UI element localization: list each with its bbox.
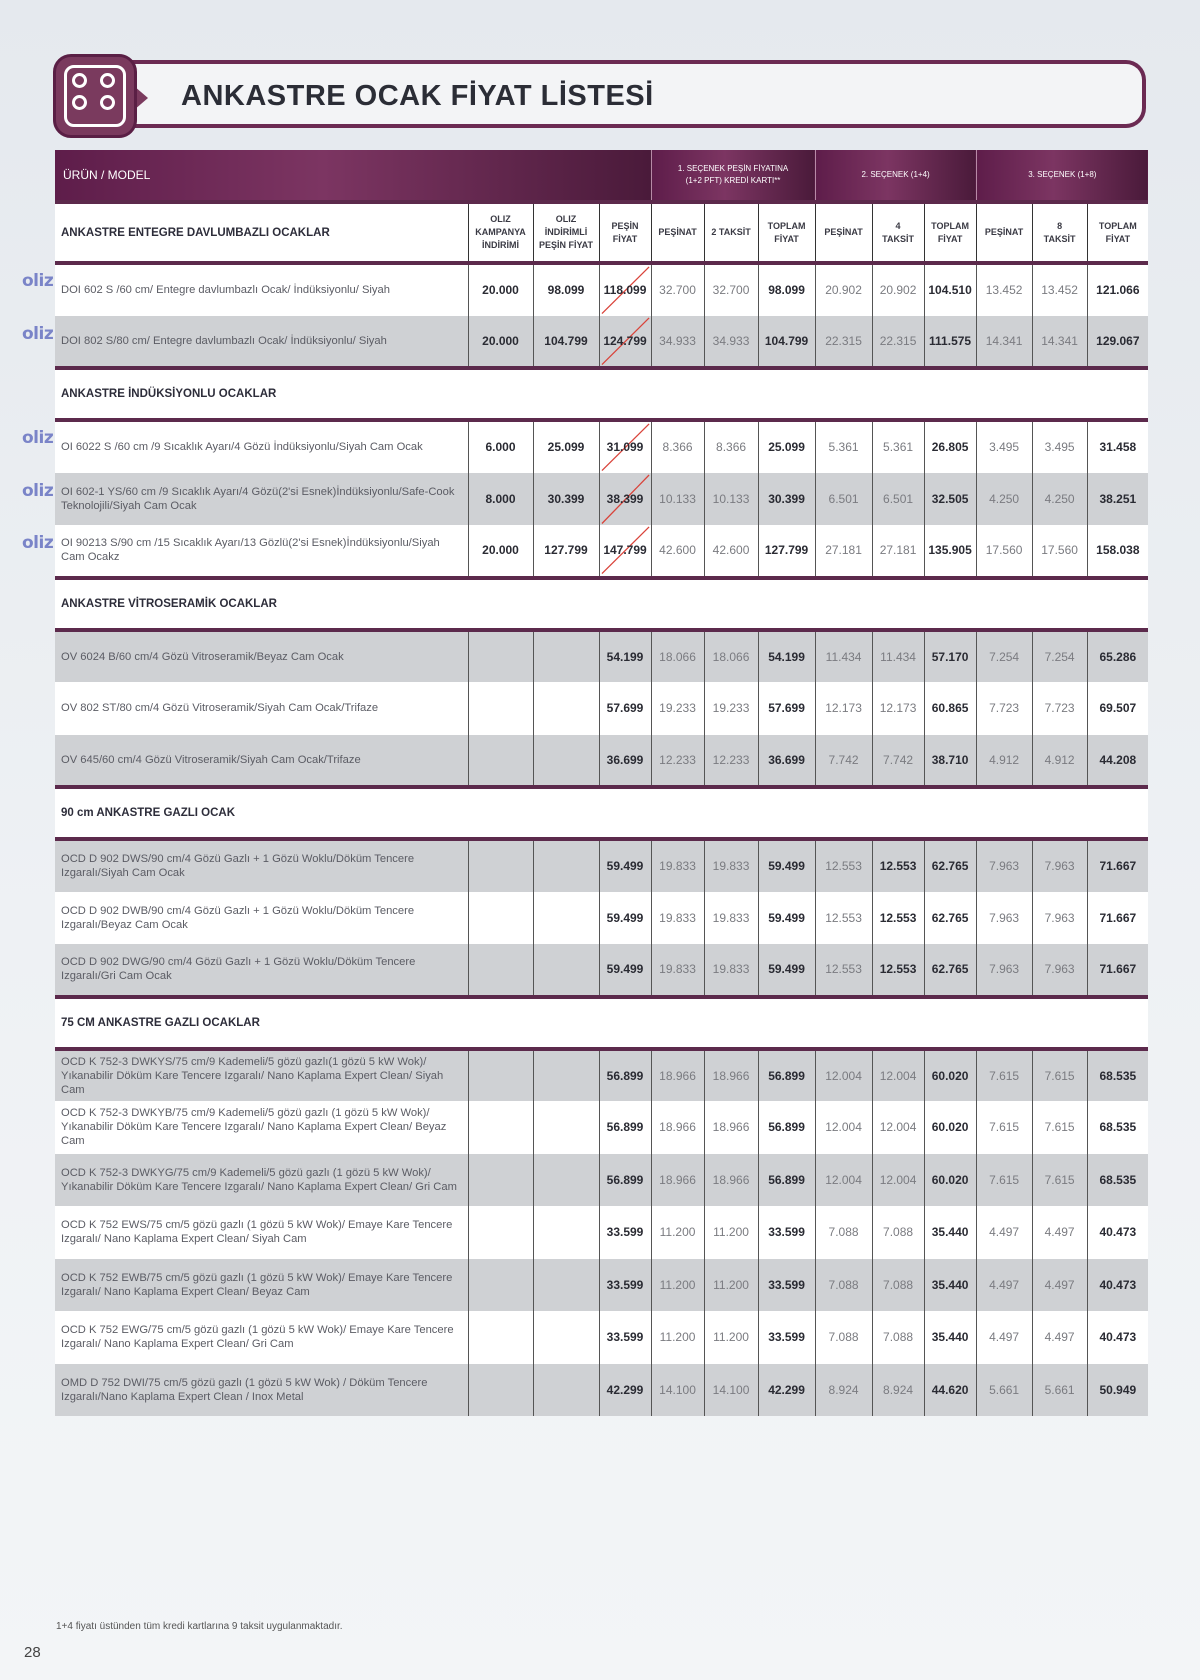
product-model: OV 6024 B/60 cm/4 Gözü Vitroseramik/Beyaz Cam Ocak bbox=[55, 630, 468, 683]
column-header-iki_taksit: 2 TAKSİT bbox=[704, 202, 758, 263]
price-cell-indirimli bbox=[533, 892, 599, 945]
price-cell-t3: 4.250 bbox=[1032, 473, 1087, 526]
price-cell-pesin: 56.899 bbox=[599, 1154, 651, 1207]
table-row bbox=[55, 1049, 1148, 1102]
price-cell-p2: 20.902 bbox=[815, 263, 872, 316]
price-cell-tot2: 111.575 bbox=[924, 316, 976, 369]
price-cell-p3: 5.661 bbox=[976, 1364, 1032, 1417]
price-cell-p1: 32.700 bbox=[651, 263, 704, 316]
column-header-sekiz_taksit: 8 TAKSİT bbox=[1032, 202, 1087, 263]
price-cell-tot2: 62.765 bbox=[924, 839, 976, 892]
price-cell-kampanya bbox=[468, 1154, 533, 1207]
price-cell-tot3: 44.208 bbox=[1087, 735, 1148, 788]
price-cell-tot2: 32.505 bbox=[924, 473, 976, 526]
price-cell-indirimli bbox=[533, 1101, 599, 1154]
price-cell-t2: 7.742 bbox=[872, 735, 924, 788]
struck-price: 147.799 bbox=[603, 543, 647, 558]
price-cell-tot1: 54.199 bbox=[758, 630, 815, 683]
price-cell-p2: 12.553 bbox=[815, 944, 872, 997]
price-cell-t2: 12.004 bbox=[872, 1101, 924, 1154]
price-cell-p3: 3.495 bbox=[976, 420, 1032, 473]
price-cell-tot2: 35.440 bbox=[924, 1311, 976, 1364]
price-cell-t1: 19.233 bbox=[704, 682, 758, 735]
price-cell-kampanya: 20.000 bbox=[468, 316, 533, 369]
column-header-kampanya: OLIZ KAMPANYA İNDİRİMİ bbox=[468, 202, 533, 263]
price-cell-t3: 14.341 bbox=[1032, 316, 1087, 369]
price-cell-pesin: 36.699 bbox=[599, 735, 651, 788]
price-cell-t2: 12.173 bbox=[872, 682, 924, 735]
oliz-logo: oliz bbox=[22, 533, 54, 553]
table-row bbox=[55, 263, 1148, 316]
price-cell-t1: 18.966 bbox=[704, 1101, 758, 1154]
oliz-logo: oliz bbox=[22, 323, 54, 344]
price-cell-tot3: 121.066 bbox=[1087, 263, 1148, 316]
product-model: DOI 802 S/80 cm/ Entegre davlumbazlı Ocak/ İndüksiyonlu/ Siyah bbox=[55, 316, 468, 369]
price-cell-indirimli bbox=[533, 630, 599, 683]
model-column-header: ÜRÜN / MODEL bbox=[55, 150, 651, 202]
section-title: ANKASTRE İNDÜKSİYONLU OCAKLAR bbox=[55, 368, 1148, 420]
price-cell-tot1: 98.099 bbox=[758, 263, 815, 316]
section-title: ANKASTRE VİTROSERAMİK OCAKLAR bbox=[55, 578, 1148, 630]
price-cell-t2: 12.004 bbox=[872, 1154, 924, 1207]
price-cell-kampanya bbox=[468, 630, 533, 683]
price-cell-p1: 19.833 bbox=[651, 944, 704, 997]
price-cell-p3: 7.963 bbox=[976, 839, 1032, 892]
table-row bbox=[55, 630, 1148, 683]
price-cell-t3: 7.723 bbox=[1032, 682, 1087, 735]
price-cell-t1: 18.066 bbox=[704, 630, 758, 683]
price-cell-tot1: 127.799 bbox=[758, 525, 815, 578]
price-cell-t1: 18.966 bbox=[704, 1154, 758, 1207]
price-cell-tot1: 33.599 bbox=[758, 1206, 815, 1259]
price-cell-t3: 4.912 bbox=[1032, 735, 1087, 788]
price-cell-p2: 12.004 bbox=[815, 1101, 872, 1154]
price-cell-t2: 7.088 bbox=[872, 1311, 924, 1364]
price-cell-tot1: 33.599 bbox=[758, 1259, 815, 1312]
price-cell-pesin bbox=[599, 473, 651, 526]
price-cell-p1: 42.600 bbox=[651, 525, 704, 578]
price-cell-p3: 7.963 bbox=[976, 944, 1032, 997]
price-cell-tot2: 62.765 bbox=[924, 944, 976, 997]
price-cell-indirimli bbox=[533, 1259, 599, 1312]
price-cell-t3: 4.497 bbox=[1032, 1311, 1087, 1364]
price-cell-p3: 7.615 bbox=[976, 1049, 1032, 1102]
price-cell-t3: 17.560 bbox=[1032, 525, 1087, 578]
price-table bbox=[55, 150, 1148, 1416]
price-cell-pesin: 56.899 bbox=[599, 1049, 651, 1102]
price-cell-t3: 5.661 bbox=[1032, 1364, 1087, 1417]
price-cell-t3: 7.963 bbox=[1032, 944, 1087, 997]
price-cell-t1: 11.200 bbox=[704, 1311, 758, 1364]
price-cell-t2: 12.004 bbox=[872, 1049, 924, 1102]
price-cell-t2: 5.361 bbox=[872, 420, 924, 473]
price-cell-kampanya bbox=[468, 1364, 533, 1417]
price-cell-t1: 10.133 bbox=[704, 473, 758, 526]
price-cell-pesin: 56.899 bbox=[599, 1101, 651, 1154]
price-cell-p3: 4.912 bbox=[976, 735, 1032, 788]
price-cell-t3: 7.615 bbox=[1032, 1154, 1087, 1207]
price-cell-t2: 6.501 bbox=[872, 473, 924, 526]
table-row bbox=[55, 682, 1148, 735]
oliz-logo: oliz bbox=[22, 428, 54, 448]
oliz-logo: oliz bbox=[22, 271, 54, 291]
price-cell-p1: 14.100 bbox=[651, 1364, 704, 1417]
price-cell-kampanya: 6.000 bbox=[468, 420, 533, 473]
price-cell-indirimli: 127.799 bbox=[533, 525, 599, 578]
price-cell-tot1: 56.899 bbox=[758, 1101, 815, 1154]
product-model: OI 6022 S /60 cm /9 Sıcaklık Ayarı/4 Gözü İndüksiyonlu/Siyah Cam Ocak bbox=[55, 420, 468, 473]
price-cell-p1: 10.133 bbox=[651, 473, 704, 526]
option-2-header: 2. SEÇENEK (1+4) bbox=[815, 150, 976, 202]
price-cell-t1: 19.833 bbox=[704, 892, 758, 945]
price-cell-tot2: 35.440 bbox=[924, 1206, 976, 1259]
price-cell-tot3: 71.667 bbox=[1087, 892, 1148, 945]
product-model: OCD D 902 DWG/90 cm/4 Gözü Gazlı + 1 Gözü Woklu/Döküm Tencere Izgaralı/Gri Cam Ocak bbox=[55, 944, 468, 997]
price-cell-p2: 12.553 bbox=[815, 839, 872, 892]
table-row bbox=[55, 420, 1148, 473]
price-cell-t3: 4.497 bbox=[1032, 1259, 1087, 1312]
price-cell-t1: 34.933 bbox=[704, 316, 758, 369]
price-cell-p3: 7.723 bbox=[976, 682, 1032, 735]
price-cell-p2: 7.088 bbox=[815, 1311, 872, 1364]
price-cell-p3: 4.250 bbox=[976, 473, 1032, 526]
table-row bbox=[55, 1101, 1148, 1154]
price-cell-t3: 7.615 bbox=[1032, 1101, 1087, 1154]
price-cell-kampanya bbox=[468, 1049, 533, 1102]
price-cell-tot1: 59.499 bbox=[758, 892, 815, 945]
price-cell-p1: 11.200 bbox=[651, 1311, 704, 1364]
price-cell-kampanya bbox=[468, 944, 533, 997]
table-row bbox=[55, 1259, 1148, 1312]
column-header-indirimli: OLIZ İNDİRİMLİ PEŞİN FİYAT bbox=[533, 202, 599, 263]
price-cell-tot1: 42.299 bbox=[758, 1364, 815, 1417]
price-cell-tot2: 44.620 bbox=[924, 1364, 976, 1417]
price-cell-p1: 8.366 bbox=[651, 420, 704, 473]
price-cell-tot1: 56.899 bbox=[758, 1049, 815, 1102]
price-cell-tot3: 40.473 bbox=[1087, 1206, 1148, 1259]
table-row bbox=[55, 944, 1148, 997]
product-model: DOI 602 S /60 cm/ Entegre davlumbazlı Ocak/ İndüksiyonlu/ Siyah bbox=[55, 263, 468, 316]
price-cell-indirimli bbox=[533, 944, 599, 997]
price-cell-tot1: 33.599 bbox=[758, 1311, 815, 1364]
price-cell-t1: 19.833 bbox=[704, 944, 758, 997]
price-cell-p2: 12.004 bbox=[815, 1154, 872, 1207]
price-cell-p2: 22.315 bbox=[815, 316, 872, 369]
footnote: 1+4 fiyatı üstünden tüm kredi kartlarına 9 taksit uygulanmaktadır. bbox=[56, 1621, 343, 1632]
price-cell-p3: 7.615 bbox=[976, 1154, 1032, 1207]
price-cell-kampanya: 20.000 bbox=[468, 525, 533, 578]
table-row bbox=[55, 1364, 1148, 1417]
price-cell-t3: 7.963 bbox=[1032, 892, 1087, 945]
price-cell-p3: 13.452 bbox=[976, 263, 1032, 316]
price-cell-kampanya bbox=[468, 1206, 533, 1259]
option-1-header: 1. SEÇENEK PEŞİN FİYATINA (1+2 PFT) KREDİ KARTI** bbox=[651, 150, 815, 202]
section-title: 75 CM ANKASTRE GAZLI OCAKLAR bbox=[55, 997, 1148, 1049]
price-cell-tot1: 30.399 bbox=[758, 473, 815, 526]
price-cell-t3: 3.495 bbox=[1032, 420, 1087, 473]
struck-price: 124.799 bbox=[603, 333, 647, 348]
table-row bbox=[55, 1154, 1148, 1207]
price-cell-pesin: 54.199 bbox=[599, 630, 651, 683]
price-cell-pesin bbox=[599, 420, 651, 473]
section-header-row bbox=[55, 202, 1148, 263]
price-cell-indirimli bbox=[533, 839, 599, 892]
price-cell-pesin: 59.499 bbox=[599, 839, 651, 892]
section-title: 90 cm ANKASTRE GAZLI OCAK bbox=[55, 787, 1148, 839]
price-cell-t3: 13.452 bbox=[1032, 263, 1087, 316]
product-model: OI 90213 S/90 cm /15 Sıcaklık Ayarı/13 Gözlü(2'si Esnek)İndüksiyonlu/Siyah Cam Ocakz bbox=[55, 525, 468, 578]
price-cell-tot3: 50.949 bbox=[1087, 1364, 1148, 1417]
price-cell-p3: 4.497 bbox=[976, 1311, 1032, 1364]
price-cell-tot3: 69.507 bbox=[1087, 682, 1148, 735]
price-cell-t1: 11.200 bbox=[704, 1206, 758, 1259]
price-cell-p3: 4.497 bbox=[976, 1206, 1032, 1259]
price-cell-tot3: 68.535 bbox=[1087, 1101, 1148, 1154]
column-header-pesin_fiyat: PEŞİN FİYAT bbox=[599, 202, 651, 263]
price-cell-tot1: 57.699 bbox=[758, 682, 815, 735]
table-row bbox=[55, 1311, 1148, 1364]
price-cell-p1: 19.833 bbox=[651, 892, 704, 945]
product-model: OI 602-1 YS/60 cm /9 Sıcaklık Ayarı/4 Gözü(2'si Esnek)İndüksiyonlu/Safe-Cook Teknolojili/Siyah Cam Ocak bbox=[55, 473, 468, 526]
price-cell-kampanya bbox=[468, 1311, 533, 1364]
price-cell-pesin bbox=[599, 263, 651, 316]
price-cell-indirimli bbox=[533, 735, 599, 788]
price-cell-p1: 19.833 bbox=[651, 839, 704, 892]
product-model: OCD D 902 DWB/90 cm/4 Gözü Gazlı + 1 Gözü Woklu/Döküm Tencere Izgaralı/Beyaz Cam Ocak bbox=[55, 892, 468, 945]
price-cell-tot1: 56.899 bbox=[758, 1154, 815, 1207]
price-cell-indirimli: 98.099 bbox=[533, 263, 599, 316]
column-header-toplam: TOPLAM FİYAT bbox=[924, 202, 976, 263]
page-number: 28 bbox=[24, 1644, 41, 1661]
price-cell-t3: 4.497 bbox=[1032, 1206, 1087, 1259]
price-cell-pesin: 57.699 bbox=[599, 682, 651, 735]
price-cell-tot1: 59.499 bbox=[758, 839, 815, 892]
product-model: OCD K 752-3 DWKYB/75 cm/9 Kademeli/5 gözü gazlı (1 gözü 5 kW Wok)/ Yıkanabilir Döküm Kare Tencere Izgaralı/ Nano Kaplama Expert Clean/ Beyaz Cam bbox=[55, 1101, 468, 1154]
price-cell-t2: 27.181 bbox=[872, 525, 924, 578]
price-cell-t1: 19.833 bbox=[704, 839, 758, 892]
price-cell-t2: 12.553 bbox=[872, 944, 924, 997]
price-cell-t1: 11.200 bbox=[704, 1259, 758, 1312]
price-cell-indirimli: 25.099 bbox=[533, 420, 599, 473]
column-header-toplam: TOPLAM FİYAT bbox=[1087, 202, 1148, 263]
price-cell-t1: 42.600 bbox=[704, 525, 758, 578]
price-cell-indirimli bbox=[533, 1364, 599, 1417]
price-cell-pesin: 59.499 bbox=[599, 892, 651, 945]
price-cell-tot2: 60.020 bbox=[924, 1154, 976, 1207]
price-cell-p3: 7.963 bbox=[976, 892, 1032, 945]
table-row bbox=[55, 1206, 1148, 1259]
column-header-pesinat: PEŞİNAT bbox=[651, 202, 704, 263]
section-header-row bbox=[55, 997, 1148, 1049]
price-cell-p2: 7.742 bbox=[815, 735, 872, 788]
price-cell-p2: 12.553 bbox=[815, 892, 872, 945]
price-cell-kampanya bbox=[468, 1101, 533, 1154]
price-cell-kampanya: 8.000 bbox=[468, 473, 533, 526]
price-cell-p1: 18.966 bbox=[651, 1101, 704, 1154]
price-cell-kampanya bbox=[468, 682, 533, 735]
table-row bbox=[55, 735, 1148, 788]
price-cell-t1: 32.700 bbox=[704, 263, 758, 316]
price-cell-tot2: 38.710 bbox=[924, 735, 976, 788]
price-cell-tot1: 25.099 bbox=[758, 420, 815, 473]
price-cell-tot3: 31.458 bbox=[1087, 420, 1148, 473]
price-cell-tot3: 40.473 bbox=[1087, 1259, 1148, 1312]
price-cell-p3: 14.341 bbox=[976, 316, 1032, 369]
price-cell-p2: 8.924 bbox=[815, 1364, 872, 1417]
price-cell-kampanya bbox=[468, 1259, 533, 1312]
price-cell-indirimli bbox=[533, 1154, 599, 1207]
price-cell-tot3: 71.667 bbox=[1087, 944, 1148, 997]
price-cell-t1: 18.966 bbox=[704, 1049, 758, 1102]
table-row bbox=[55, 316, 1148, 369]
price-cell-kampanya bbox=[468, 839, 533, 892]
column-header-pesinat: PEŞİNAT bbox=[976, 202, 1032, 263]
price-cell-t2: 20.902 bbox=[872, 263, 924, 316]
price-cell-p2: 7.088 bbox=[815, 1259, 872, 1312]
price-cell-t2: 12.553 bbox=[872, 892, 924, 945]
price-cell-indirimli: 30.399 bbox=[533, 473, 599, 526]
price-cell-p2: 12.004 bbox=[815, 1049, 872, 1102]
price-cell-p1: 12.233 bbox=[651, 735, 704, 788]
price-cell-indirimli bbox=[533, 1206, 599, 1259]
price-cell-tot2: 26.805 bbox=[924, 420, 976, 473]
price-cell-p2: 12.173 bbox=[815, 682, 872, 735]
product-model: OMD D 752 DWI/75 cm/5 gözü gazlı (1 gözü 5 kW Wok) / Döküm Tencere Izgaralı/Nano Kaplama Expert Clean / Inox Metal bbox=[55, 1364, 468, 1417]
price-cell-tot2: 104.510 bbox=[924, 263, 976, 316]
section-header-row bbox=[55, 368, 1148, 420]
column-header-pesinat: PEŞİNAT bbox=[815, 202, 872, 263]
product-model: OCD K 752 EWG/75 cm/5 gözü gazlı (1 gözü 5 kW Wok)/ Emaye Kare Tencere Izgaralı/ Nano Kaplama Expert Clean/ Gri Cam bbox=[55, 1311, 468, 1364]
table-top-header bbox=[55, 150, 1148, 202]
price-cell-t2: 7.088 bbox=[872, 1259, 924, 1312]
price-cell-p2: 27.181 bbox=[815, 525, 872, 578]
price-cell-pesin: 33.599 bbox=[599, 1206, 651, 1259]
price-cell-indirimli bbox=[533, 1311, 599, 1364]
price-cell-p3: 4.497 bbox=[976, 1259, 1032, 1312]
product-model: OV 802 ST/80 cm/4 Gözü Vitroseramik/Siyah Cam Ocak/Trifaze bbox=[55, 682, 468, 735]
price-cell-t3: 7.615 bbox=[1032, 1049, 1087, 1102]
price-cell-p2: 11.434 bbox=[815, 630, 872, 683]
section-title: ANKASTRE ENTEGRE DAVLUMBAZLI OCAKLAR bbox=[55, 202, 468, 263]
price-cell-kampanya bbox=[468, 892, 533, 945]
price-cell-tot3: 40.473 bbox=[1087, 1311, 1148, 1364]
price-cell-t2: 11.434 bbox=[872, 630, 924, 683]
price-cell-indirimli bbox=[533, 1049, 599, 1102]
price-cell-t2: 8.924 bbox=[872, 1364, 924, 1417]
price-cell-tot2: 35.440 bbox=[924, 1259, 976, 1312]
price-cell-indirimli bbox=[533, 682, 599, 735]
price-cell-t3: 7.963 bbox=[1032, 839, 1087, 892]
price-cell-t1: 12.233 bbox=[704, 735, 758, 788]
price-cell-t1: 8.366 bbox=[704, 420, 758, 473]
product-model: OV 645/60 cm/4 Gözü Vitroseramik/Siyah Cam Ocak/Trifaze bbox=[55, 735, 468, 788]
price-cell-p2: 7.088 bbox=[815, 1206, 872, 1259]
section-header-row bbox=[55, 787, 1148, 839]
page-title: ANKASTRE OCAK FİYAT LİSTESİ bbox=[181, 80, 654, 112]
price-cell-tot3: 65.286 bbox=[1087, 630, 1148, 683]
price-cell-kampanya: 20.000 bbox=[468, 263, 533, 316]
price-cell-p1: 34.933 bbox=[651, 316, 704, 369]
price-cell-p2: 6.501 bbox=[815, 473, 872, 526]
price-cell-p3: 7.254 bbox=[976, 630, 1032, 683]
struck-price: 31.099 bbox=[606, 440, 644, 455]
price-cell-tot2: 62.765 bbox=[924, 892, 976, 945]
price-cell-tot3: 71.667 bbox=[1087, 839, 1148, 892]
price-cell-tot2: 60.865 bbox=[924, 682, 976, 735]
price-cell-kampanya bbox=[468, 735, 533, 788]
price-cell-tot1: 104.799 bbox=[758, 316, 815, 369]
price-cell-t2: 22.315 bbox=[872, 316, 924, 369]
struck-price: 118.099 bbox=[603, 283, 647, 298]
price-cell-tot2: 60.020 bbox=[924, 1101, 976, 1154]
price-cell-p1: 18.966 bbox=[651, 1049, 704, 1102]
price-cell-tot2: 135.905 bbox=[924, 525, 976, 578]
price-cell-t2: 7.088 bbox=[872, 1206, 924, 1259]
price-cell-tot3: 68.535 bbox=[1087, 1049, 1148, 1102]
price-cell-p1: 18.966 bbox=[651, 1154, 704, 1207]
price-cell-pesin bbox=[599, 316, 651, 369]
product-model: OCD D 902 DWS/90 cm/4 Gözü Gazlı + 1 Gözü Woklu/Döküm Tencere Izgaralı/Siyah Cam Ocak bbox=[55, 839, 468, 892]
price-cell-p3: 7.615 bbox=[976, 1101, 1032, 1154]
product-model: OCD K 752-3 DWKYG/75 cm/9 Kademeli/5 gözü gazlı (1 gözü 5 kW Wok)/ Yıkanabilir Döküm Kare Tencere Izgaralı/ Nano Kaplama Expert Clean/ Gri Cam bbox=[55, 1154, 468, 1207]
price-cell-pesin bbox=[599, 525, 651, 578]
price-cell-t2: 12.553 bbox=[872, 839, 924, 892]
product-model: OCD K 752 EWB/75 cm/5 gözü gazlı (1 gözü 5 kW Wok)/ Emaye Kare Tencere Izgaralı/ Nano Kaplama Expert Clean/ Beyaz Cam bbox=[55, 1259, 468, 1312]
section-header-row bbox=[55, 578, 1148, 630]
product-model: OCD K 752-3 DWKYS/75 cm/9 Kademeli/5 gözü gazlı(1 gözü 5 kW Wok)/ Yıkanabilir Döküm Kare Tencere Izgaralı/ Nano Kaplama Expert Clean/ Siyah Cam bbox=[55, 1049, 468, 1102]
oliz-logo: oliz bbox=[22, 480, 54, 501]
price-cell-pesin: 33.599 bbox=[599, 1311, 651, 1364]
price-cell-p1: 11.200 bbox=[651, 1206, 704, 1259]
price-cell-tot3: 158.038 bbox=[1087, 525, 1148, 578]
price-cell-indirimli: 104.799 bbox=[533, 316, 599, 369]
price-cell-tot3: 129.067 bbox=[1087, 316, 1148, 369]
table-row bbox=[55, 473, 1148, 526]
price-cell-pesin: 59.499 bbox=[599, 944, 651, 997]
table-row bbox=[55, 839, 1148, 892]
price-cell-tot3: 68.535 bbox=[1087, 1154, 1148, 1207]
price-cell-tot1: 36.699 bbox=[758, 735, 815, 788]
price-cell-t1: 14.100 bbox=[704, 1364, 758, 1417]
price-cell-p2: 5.361 bbox=[815, 420, 872, 473]
price-cell-p1: 11.200 bbox=[651, 1259, 704, 1312]
cooktop-icon bbox=[53, 54, 137, 138]
column-header-toplam: TOPLAM FİYAT bbox=[758, 202, 815, 263]
option-3-header: 3. SEÇENEK (1+8) bbox=[976, 150, 1148, 202]
price-cell-tot3: 38.251 bbox=[1087, 473, 1148, 526]
price-cell-t3: 7.254 bbox=[1032, 630, 1087, 683]
table-row bbox=[55, 892, 1148, 945]
price-cell-pesin: 42.299 bbox=[599, 1364, 651, 1417]
price-cell-p1: 19.233 bbox=[651, 682, 704, 735]
struck-price: 38.399 bbox=[606, 491, 644, 506]
price-cell-p1: 18.066 bbox=[651, 630, 704, 683]
product-model: OCD K 752 EWS/75 cm/5 gözü gazlı (1 gözü 5 kW Wok)/ Emaye Kare Tencere Izgaralı/ Nano Kaplama Expert Clean/ Siyah Cam bbox=[55, 1206, 468, 1259]
price-cell-pesin: 33.599 bbox=[599, 1259, 651, 1312]
price-cell-tot1: 59.499 bbox=[758, 944, 815, 997]
price-cell-tot2: 57.170 bbox=[924, 630, 976, 683]
column-header-dort_taksit: 4 TAKSİT bbox=[872, 202, 924, 263]
price-cell-p3: 17.560 bbox=[976, 525, 1032, 578]
price-cell-tot2: 60.020 bbox=[924, 1049, 976, 1102]
table-row bbox=[55, 525, 1148, 578]
